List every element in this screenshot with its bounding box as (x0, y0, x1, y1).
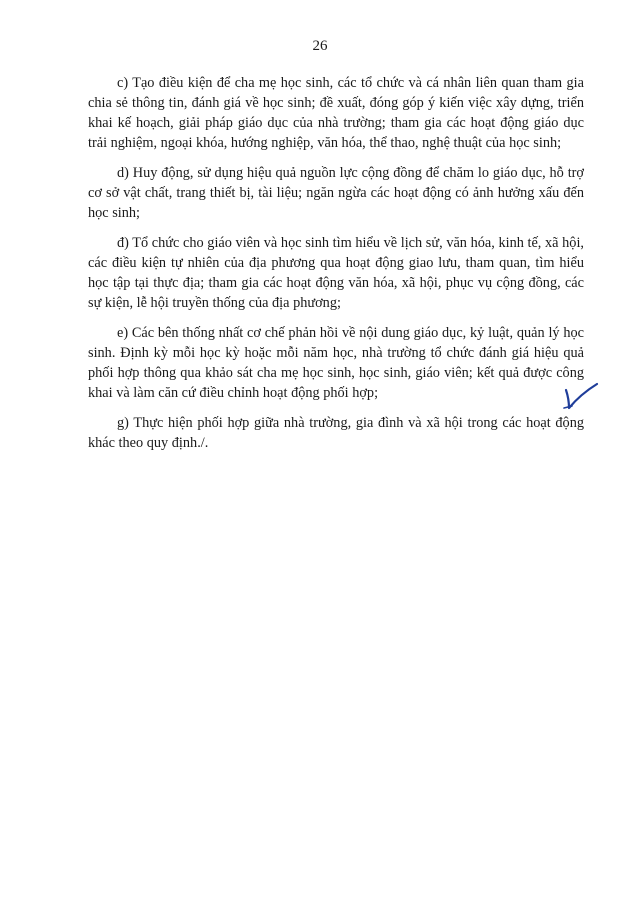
paragraph-d: d) Huy động, sử dụng hiệu quả nguồn lực cộng đồng để chăm lo giáo dục, hỗ trợ cơ sở vật chất, trang thiết bị, tài liệu; ngăn ngừa các hoạt động có ảnh hưởng xấu đến học sinh; (88, 165, 584, 221)
paragraph-g: g) Thực hiện phối hợp giữa nhà trường, gia đình và xã hội trong các hoạt động khác theo quy định./. (88, 415, 584, 451)
page-number: 26 (312, 38, 328, 54)
initial-signature-mark (560, 382, 600, 412)
paragraph-dd: đ) Tổ chức cho giáo viên và học sinh tìm hiểu về lịch sử, văn hóa, kinh tế, xã hội, các điều kiện tự nhiên của địa phương qua hoạt động giao lưu, tham quan, tìm hiểu học tập tại thực địa; tham gia các hoạt động văn hóa, xã hội, phục vụ cộng đồng, các sự kiện, lễ hội truyền thống của địa phương; (88, 235, 584, 311)
document-body (88, 73, 584, 463)
paragraph-e: e) Các bên thống nhất cơ chế phản hồi về nội dung giáo dục, kỷ luật, quản lý học sinh. Định kỳ mỗi học kỳ hoặc mỗi năm học, nhà trường tổ chức đánh giá hiệu quả phối hợp thông qua khảo sát cha mẹ học sinh, học sinh, giáo viên; kết quả được công khai và làm căn cứ điều chỉnh hoạt động phối hợp; (88, 325, 584, 401)
paragraph-c: c) Tạo điều kiện để cha mẹ học sinh, các tổ chức và cá nhân liên quan tham gia chia sẻ thông tin, đánh giá về học sinh; đề xuất, đóng góp ý kiến việc xây dựng, triển khai kế hoạch, giải pháp giáo dục của nhà trường; tham gia các hoạt động giáo dục trải nghiệm, ngoại khóa, hướng nghiệp, văn hóa, thể thao, nghệ thuật của học sinh; (88, 75, 584, 151)
